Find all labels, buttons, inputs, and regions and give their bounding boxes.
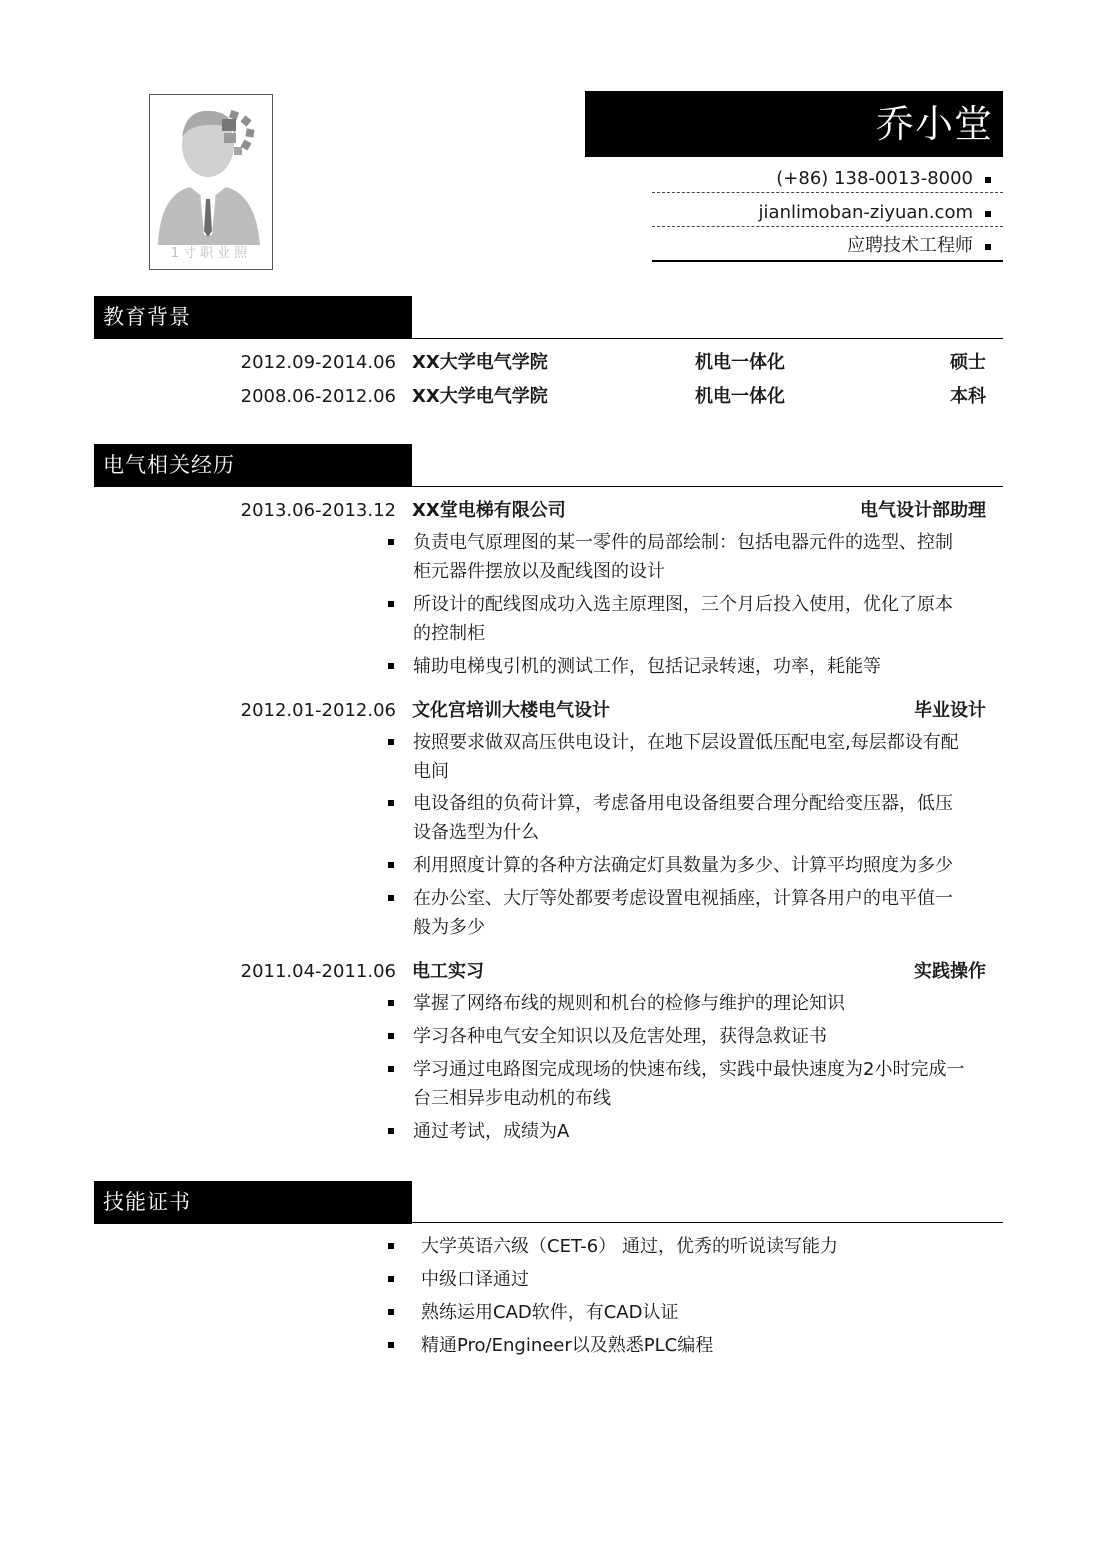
square-bullet-icon bbox=[388, 1342, 394, 1348]
exp-date: 2012.01-2012.06 bbox=[240, 700, 396, 721]
square-bullet-icon bbox=[985, 177, 991, 183]
website-text: jianlimoban-ziyuan.com bbox=[758, 202, 973, 223]
square-bullet-icon bbox=[388, 862, 394, 868]
section-header-skills bbox=[94, 1181, 412, 1224]
section-title: 教育背景 bbox=[103, 305, 191, 329]
exp-role: 毕业设计 bbox=[914, 700, 986, 721]
exp-role: 实践操作 bbox=[914, 961, 986, 982]
exp-bullet: 学习通过电路图完成现场的快速布线，实践中最快速度为2小时完成一 台三相异步电动机的布线 bbox=[388, 1055, 998, 1113]
phone-text: (+86) 138-0013-8000 bbox=[776, 168, 973, 189]
photo-caption: 1寸职业照 bbox=[170, 246, 252, 261]
square-bullet-icon bbox=[388, 1309, 394, 1315]
profile-photo bbox=[149, 94, 273, 270]
skill-item: 精通Pro/Engineer以及熟悉PLC编程 bbox=[388, 1331, 1008, 1360]
skill-item: 中级口译通过 bbox=[388, 1265, 1008, 1294]
square-bullet-icon bbox=[388, 663, 394, 669]
name-banner bbox=[585, 91, 1003, 157]
edu-major: 机电一体化 bbox=[695, 386, 785, 407]
exp-bullet: 利用照度计算的各种方法确定灯具数量为多少、计算平均照度为多少 bbox=[388, 851, 998, 880]
square-bullet-icon bbox=[388, 1243, 394, 1249]
exp-bullet: 所设计的配线图成功入选主原理图，三个月后投入使用，优化了原本 的控制柜 bbox=[388, 590, 998, 648]
section-rule bbox=[94, 486, 1003, 487]
exp-role: 电气设计部助理 bbox=[860, 500, 986, 521]
divider-solid bbox=[652, 260, 1003, 262]
position-text: 应聘技术工程师 bbox=[847, 235, 973, 256]
square-bullet-icon bbox=[388, 1033, 394, 1039]
exp-date: 2011.04-2011.06 bbox=[240, 961, 396, 982]
exp-bullet: 通过考试，成绩为A bbox=[388, 1117, 998, 1146]
square-bullet-icon bbox=[985, 244, 991, 250]
exp-bullet: 辅助电梯曳引机的测试工作，包括记录转速，功率，耗能等 bbox=[388, 652, 998, 681]
square-bullet-icon bbox=[388, 1066, 394, 1072]
edu-date: 2008.06-2012.06 bbox=[240, 386, 396, 407]
edu-school: XX大学电气学院 bbox=[412, 352, 548, 373]
exp-bullet: 电设备组的负荷计算，考虑备用电设备组要合理分配给变压器，低压 设备选型为什么 bbox=[388, 789, 998, 847]
edu-school: XX大学电气学院 bbox=[412, 386, 548, 407]
square-bullet-icon bbox=[388, 601, 394, 607]
section-title: 技能证书 bbox=[103, 1190, 191, 1214]
contact-phone bbox=[643, 162, 1003, 196]
square-bullet-icon bbox=[985, 211, 991, 217]
section-rule bbox=[94, 338, 1003, 339]
skill-item: 大学英语六级（CET-6） 通过，优秀的听说读写能力 bbox=[388, 1232, 1008, 1261]
exp-bullet: 掌握了网络布线的规则和机台的检修与维护的理论知识 bbox=[388, 989, 998, 1018]
exp-date: 2013.06-2013.12 bbox=[240, 500, 396, 521]
square-bullet-icon bbox=[388, 800, 394, 806]
contact-position bbox=[643, 229, 1003, 263]
square-bullet-icon bbox=[388, 1128, 394, 1134]
skill-item: 熟练运用CAD软件，有CAD认证 bbox=[388, 1298, 1008, 1327]
candidate-name: 乔小堂 bbox=[875, 102, 993, 146]
exp-org: XX堂电梯有限公司 bbox=[412, 500, 566, 521]
section-header-experience bbox=[94, 444, 412, 487]
section-title: 电气相关经历 bbox=[103, 453, 235, 477]
edu-date: 2012.09-2014.06 bbox=[240, 352, 396, 373]
exp-bullet: 负责电气原理图的某一零件的局部绘制：包括电器元件的选型、控制 柜元器件摆放以及配线图的设计 bbox=[388, 528, 998, 586]
section-header-education bbox=[94, 296, 412, 339]
square-bullet-icon bbox=[388, 1276, 394, 1282]
edu-major: 机电一体化 bbox=[695, 352, 785, 373]
square-bullet-icon bbox=[388, 895, 394, 901]
exp-bullet: 在办公室、大厅等处都要考虑设置电视插座，计算各用户的电平值一 般为多少 bbox=[388, 884, 998, 942]
contact-website bbox=[643, 196, 1003, 230]
exp-org: 电工实习 bbox=[412, 961, 484, 982]
divider-dashed bbox=[652, 192, 1003, 193]
square-bullet-icon bbox=[388, 739, 394, 745]
exp-bullet: 学习各种电气安全知识以及危害处理，获得急救证书 bbox=[388, 1022, 998, 1051]
section-rule bbox=[94, 1222, 1003, 1223]
edu-degree: 硕士 bbox=[950, 352, 986, 373]
exp-bullet: 按照要求做双高压供电设计，在地下层设置低压配电室,每层都设有配 电间 bbox=[388, 728, 998, 786]
square-bullet-icon bbox=[388, 1000, 394, 1006]
square-bullet-icon bbox=[388, 539, 394, 545]
divider-dashed bbox=[652, 226, 1003, 227]
exp-org: 文化宫培训大楼电气设计 bbox=[412, 700, 610, 721]
edu-degree: 本科 bbox=[950, 386, 986, 407]
